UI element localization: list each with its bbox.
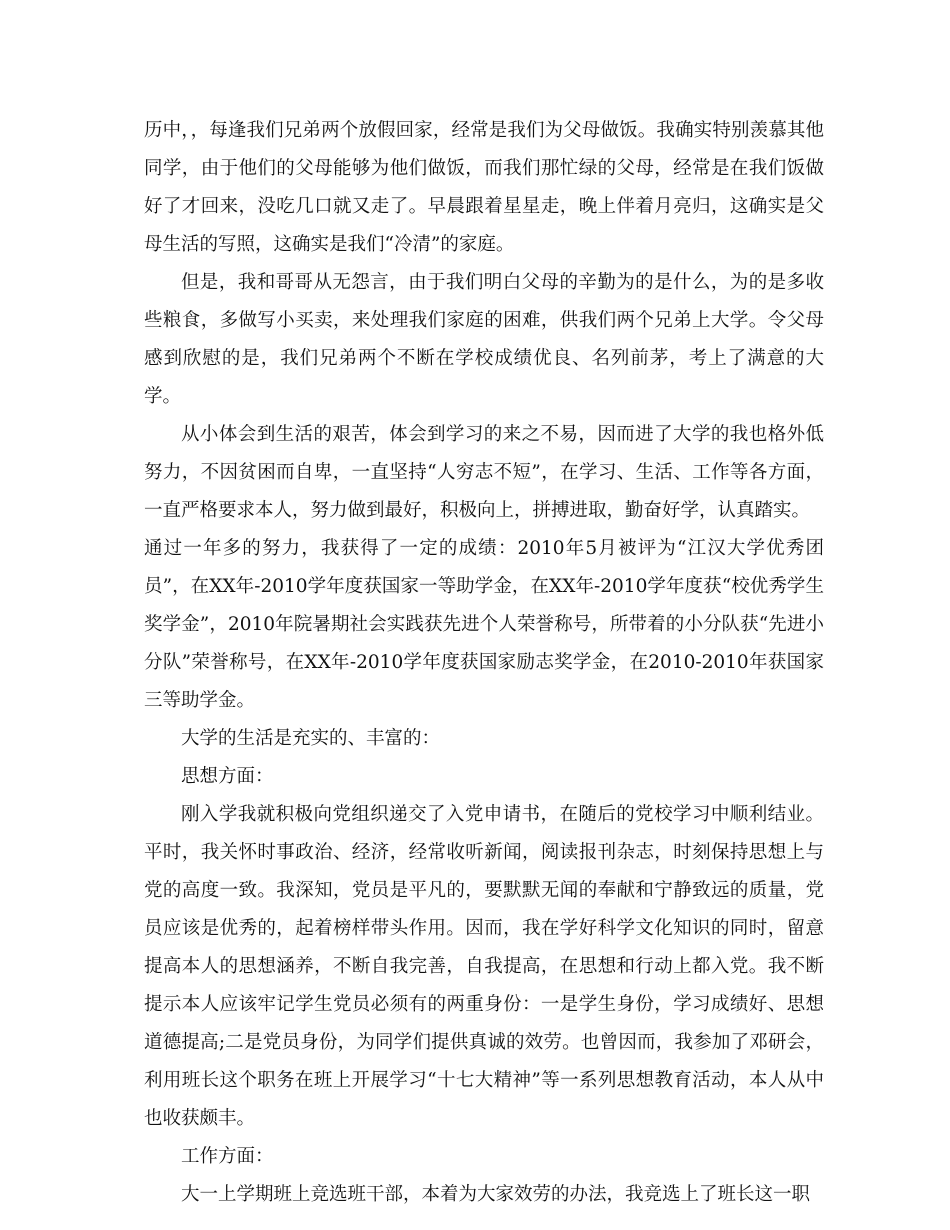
- paragraph-work: 大一上学期班上竞选班干部，本着为大家效劳的办法，我竞选上了班长这一职: [181, 1184, 811, 1205]
- section-heading-work: 工作方面：: [181, 1146, 274, 1167]
- paragraph-family-life: 历中，，每逢我们兄弟两个放假回家，经常是我们为父母做饭。我确实特别羡慕其他同学，由于他们的父母能够为他们做饭，而我们那忙绿的父母，经常是在我们饭做好了才回来，没吃几口就又走了。早晨跟着星星走，晚上伴着月亮归，这确实是父母生活的写照，这确实是我们“冷清”的家庭。: [144, 120, 824, 255]
- paragraph-no-complaints: 但是，我和哥哥从无怨言，由于我们明白父母的辛勤为的是什么，为的是多收些粮食，多做写小买卖，来处理我们家庭的困难，供我们两个兄弟上大学。令父母感到欣慰的是，我们兄弟两个不断在学校成绩优良、名列前茅，考上了满意的大学。: [144, 272, 824, 407]
- document-page: [144, 112, 824, 1214]
- section-heading-ideology: 思想方面：: [181, 766, 274, 787]
- paragraph-college-life-intro: 大学的生活是充实的、丰富的：: [181, 728, 441, 749]
- paragraph-hardship-effort: 从小体会到生活的艰苦，体会到学习的来之不易，因而进了大学的我也格外低努力，不因贫困而自卑，一直坚持“人穷志不短”，在学习、生活、工作等各方面，一直严格要求本人，努力做到最好，积极向上，拼搏进取，勤奋好学，认真踏实。: [144, 424, 824, 521]
- paragraph-achievements: 通过一年多的努力，我获得了一定的成绩：2010年5月被评为“江汉大学优秀团员”，在XX年-2010学年度获国家一等助学金，在XX年-2010学年度获“校优秀学生奖学金”，2010年院暑期社会实践获先进个人荣誉称号，所带着的小分队获“先进小分队”荣誉称号，在XX年-2010学年度获国家励志奖学金，在2010-2010年获国家三等助学金。: [144, 538, 824, 711]
- paragraph-ideology: 刚入学我就积极向党组织递交了入党申请书，在随后的党校学习中顺利结业。平时，我关怀时事政治、经济，经常收听新闻，阅读报刊杂志，时刻保持思想上与党的高度一致。我深知，党员是平凡的，要默默无闻的奉献和宁静致远的质量，党员应该是优秀的，起着榜样带头作用。因而，我在学好科学文化知识的同时，留意提高本人的思想涵养，不断自我完善，自我提高，在思想和行动上都入党。我不断提示本人应该牢记学生党员必须有的两重身份：一是学生身份，学习成绩好、思想道德提高;二是党员身份，为同学们提供真诚的效劳。也曾因而，我参加了邓研会，利用班长这个职务在班上开展学习“十七大精神”等一系列思想教育活动，本人从中也收获颇丰。: [144, 804, 824, 1129]
